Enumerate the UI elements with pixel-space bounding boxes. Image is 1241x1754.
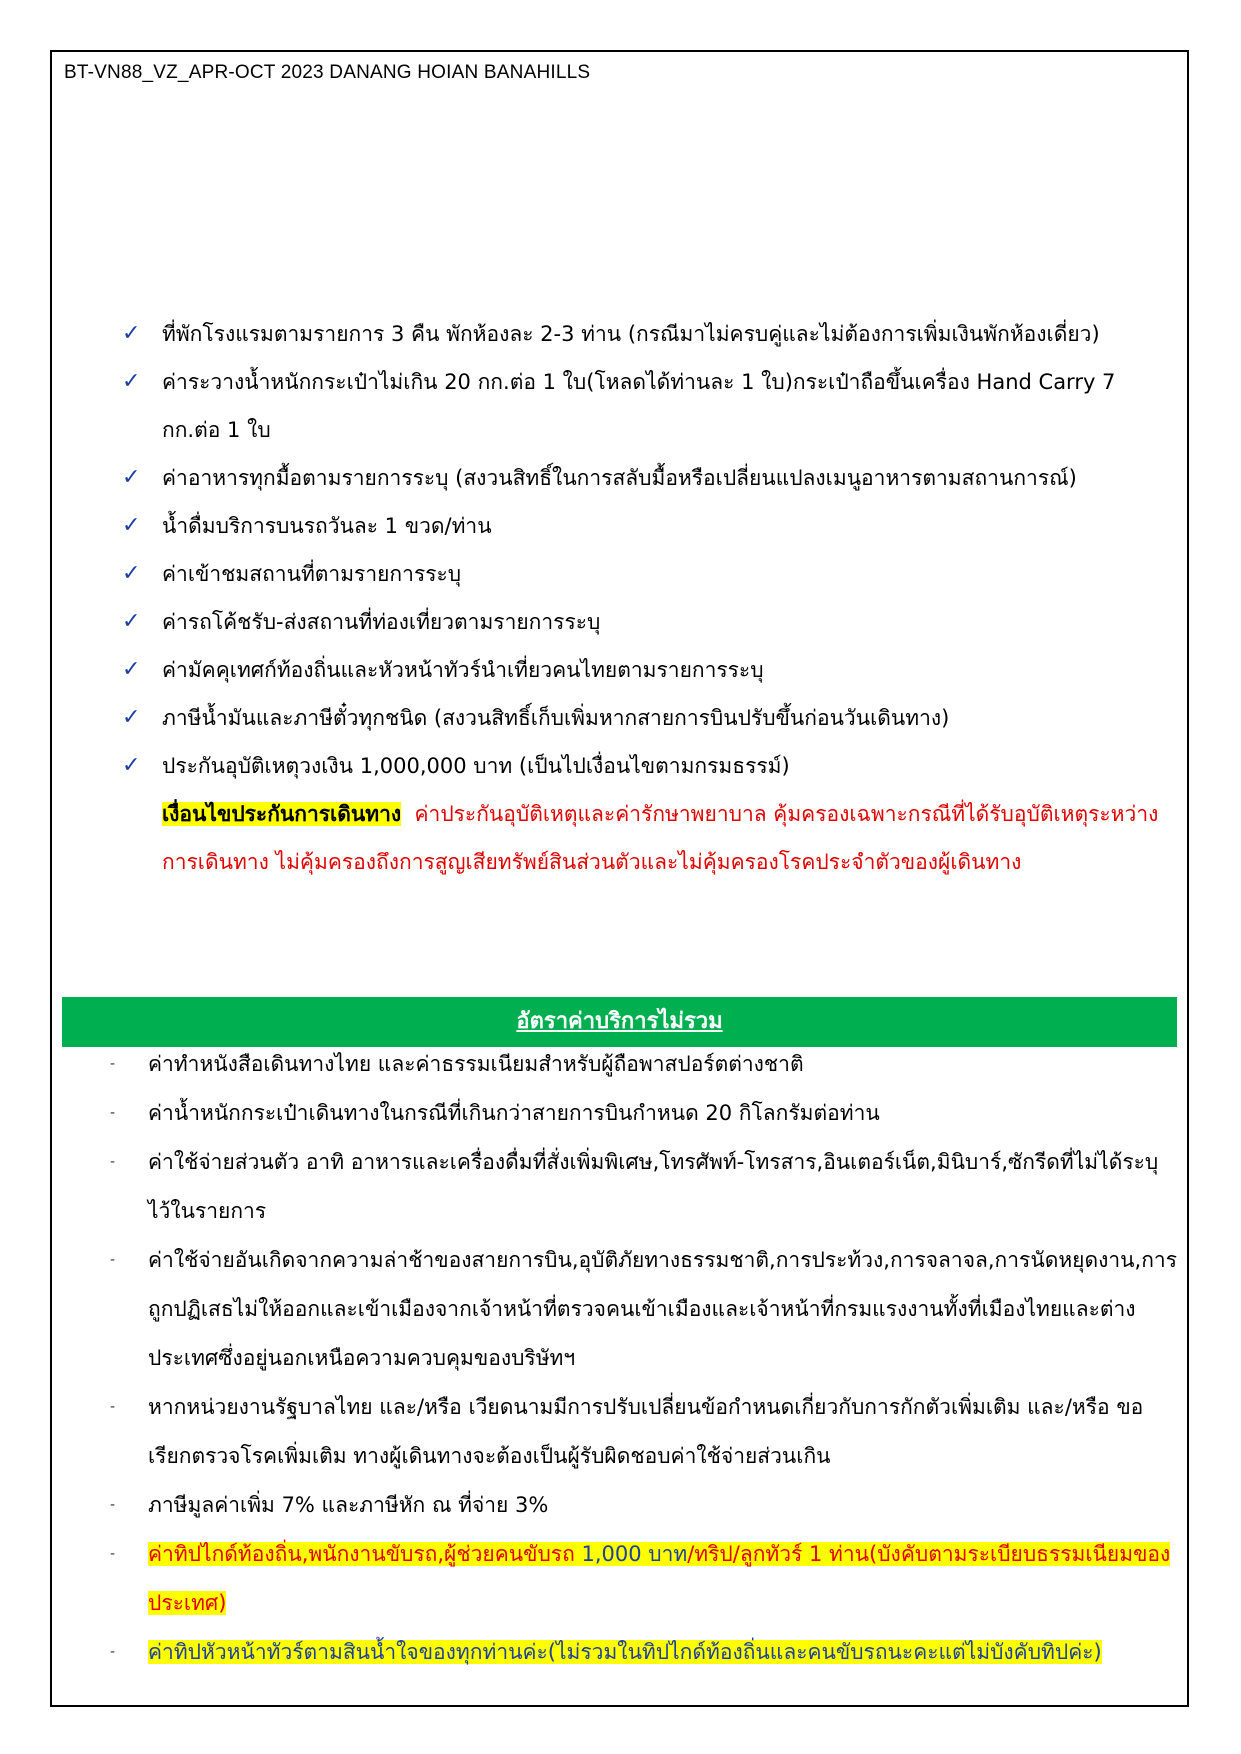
dash-bullet-icon: - — [110, 1644, 116, 1660]
excluded-services-list — [106, 1040, 1180, 1677]
excluded-item-tip-guide: - ค่าทิปไกด์ท้องถิ่น,พนักงานขับรถ,ผู้ช่วยคนขับรถ 1,000 บาท/ทริป/ลูกทัวร์ 1 ท่าน(บังคับตามระเบียบธรรมเนียมของประเทศ) — [106, 1530, 1180, 1628]
included-item-taxes: ✓ ภาษีน้ำมันและภาษีตั๋วทุกชนิด (สงวนสิทธิ์เก็บเพิ่มหากสายการบินปรับขึ้นก่อนวันเดินทาง) — [118, 694, 1178, 742]
excluded-item-quarantine: - หากหน่วยงานรัฐบาลไทย และ/หรือ เวียดนามมีการปรับเปลี่ยนข้อกำหนดเกี่ยวกับการกักตัวเพิ่มเติม และ/หรือ ขอเรียกตรวจโรคเพิ่มเติม ทางผู้เดินทางจะต้องเป็นผู้รับผิดชอบค่าใช้จ่ายส่วนเกิน — [106, 1383, 1180, 1481]
excluded-item-tip-leader: - ค่าทิปหัวหน้าทัวร์ตามสินน้ำใจของทุกท่านค่ะ(ไม่รวมในทิปไกด์ท้องถิ่นและคนขับรถนะคะแต่ไม่บังคับทิปค่ะ) — [106, 1628, 1180, 1677]
checkmark-icon: ✓ — [122, 561, 141, 586]
excluded-item-delays: - ค่าใช้จ่ายอันเกิดจากความล่าช้าของสายการบิน,อุบัติภัยทางธรรมชาติ,การประท้วง,การจลาจล,การนัดหยุดงาน,การถูกปฏิเสธไม่ให้ออกและเข้าเมืองจากเจ้าหน้าที่ตรวจคนเข้าเมืองและเจ้าหน้าที่กรมแรงงานทั้งที่เมืองไทยและต่างประเทศซึ่งอยู่นอกเหนือความควบคุมของบริษัทฯ — [106, 1236, 1180, 1383]
checkmark-icon: ✓ — [122, 657, 141, 682]
dash-bullet-icon: - — [110, 1105, 116, 1121]
dash-bullet-icon: - — [110, 1056, 116, 1072]
dash-bullet-icon: - — [110, 1252, 116, 1268]
excluded-item-vat: - ภาษีมูลค่าเพิ่ม 7% และภาษีหัก ณ ที่จ่าย 3% — [106, 1481, 1180, 1530]
dash-bullet-icon: - — [110, 1497, 116, 1513]
included-item-guide: ✓ ค่ามัคคุเทศก์ท้องถิ่นและหัวหน้าทัวร์นำเที่ยวคนไทยตามรายการระบุ — [118, 646, 1178, 694]
excluded-item-overweight: - ค่าน้ำหนักกระเป๋าเดินทางในกรณีที่เกินกว่าสายการบินกำหนด 20 กิโลกรัมต่อท่าน — [106, 1089, 1180, 1138]
insurance-conditions-text: ค่าประกันอุบัติเหตุและค่ารักษาพยาบาล คุ้มครองเฉพาะกรณีที่ได้รับอุบัติเหตุระหว่างการเดินทาง ไม่คุ้มครองถึงการสูญเสียทรัพย์สินส่วนตัวและไม่คุ้มครองโรคประจำตัวของผู้เดินทาง — [162, 802, 1159, 874]
included-item-admission: ✓ ค่าเข้าชมสถานที่ตามรายการระบุ — [118, 550, 1178, 598]
included-item-water: ✓ น้ำดื่มบริการบนรถวันละ 1 ขวด/ท่าน — [118, 502, 1178, 550]
insurance-conditions — [118, 790, 1178, 886]
excluded-section-title: อัตราค่าบริการไม่รวม — [516, 1009, 723, 1034]
checkmark-icon: ✓ — [122, 753, 141, 778]
checkmark-icon: ✓ — [122, 465, 141, 490]
included-item-coach: ✓ ค่ารถโค้ชรับ-ส่งสถานที่ท่องเที่ยวตามรายการระบุ — [118, 598, 1178, 646]
checkmark-icon: ✓ — [122, 321, 141, 346]
checkmark-icon: ✓ — [122, 705, 141, 730]
included-item-meals: ✓ ค่าอาหารทุกมื้อตามรายการระบุ (สงวนสิทธิ์ในการสลับมื้อหรือเปลี่ยนแปลงเมนูอาหารตามสถานการณ์) — [118, 454, 1178, 502]
excluded-item-passport: - ค่าทำหนังสือเดินทางไทย และค่าธรรมเนียมสำหรับผู้ถือพาสปอร์ตต่างชาติ — [106, 1040, 1180, 1089]
included-item-baggage: ✓ ค่าระวางน้ำหนักกระเป๋าไม่เกิน 20 กก.ต่อ 1 ใบ(โหลดได้ท่านละ 1 ใบ)กระเป๋าถือขึ้นเครื่อง Hand Carry 7 กก.ต่อ 1 ใบ — [118, 358, 1178, 454]
checkmark-icon: ✓ — [122, 609, 141, 634]
included-item-hotel: ✓ ที่พักโรงแรมตามรายการ 3 คืน พักห้องละ 2-3 ท่าน (กรณีมาไม่ครบคู่และไม่ต้องการเพิ่มเงินพักห้องเดี่ยว) — [118, 310, 1178, 358]
included-item-insurance: ✓ ประกันอุบัติเหตุวงเงิน 1,000,000 บาท (เป็นไปเงื่อนไขตามกรมธรรม์) — [118, 742, 1178, 790]
checkmark-icon: ✓ — [122, 369, 141, 394]
dash-bullet-icon: - — [110, 1399, 116, 1415]
excluded-item-personal: - ค่าใช้จ่ายส่วนตัว อาทิ อาหารและเครื่องดื่มที่สั่งเพิ่มพิเศษ,โทรศัพท์-โทรสาร,อินเตอร์เน็ต,มินิบาร์,ซักรีดที่ไม่ได้ระบุไว้ในรายการ — [106, 1138, 1180, 1236]
dash-bullet-icon: - — [110, 1546, 116, 1562]
checkmark-icon: ✓ — [122, 513, 141, 538]
insurance-conditions-label: เงื่อนไขประกันการเดินทาง — [162, 802, 402, 826]
included-services-list — [118, 310, 1178, 886]
document-code: BT-VN88_VZ_APR-OCT 2023 DANANG HOIAN BANAHILLS — [64, 62, 591, 83]
dash-bullet-icon: - — [110, 1154, 116, 1170]
